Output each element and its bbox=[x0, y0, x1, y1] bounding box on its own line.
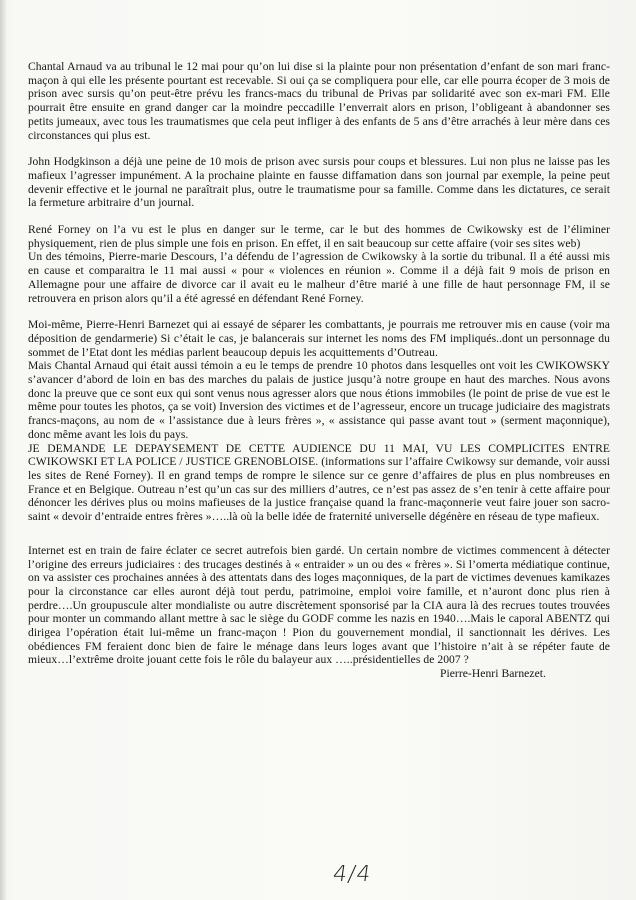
letter-body bbox=[28, 60, 610, 681]
scan-edge-shadow bbox=[0, 0, 6, 900]
paragraph-rene-forney: René Forney on l’a vu est le plus en danger sur le terme, car le but des hommes de Cwikowsky est de l’éliminer physiquement, rien de plus simple une fois en prison. En effet, il en sait beaucoup sur cette affaire (voir ses sites web) bbox=[28, 223, 610, 250]
paragraph-chantal-arnaud: Chantal Arnaud va au tribunal le 12 mai pour qu’on lui dise si la plainte pour non présentation d’enfant de son mari franc-maçon à qui elle les présente pourtant est recevable. Si oui ça se compliquera pour elle, car elle pourra écoper de 3 mois de prison avec sursis qu’on peut-être prévu les francs-macs du tribunal de Privas par solidarité avec son ex-mari FM. Elle pourrait être ensuite en grand danger car la moindre peccadille l’enverrait alors en prison, l’obligeant à abandonner ses petits jumeaux, avec tous les traumatismes que cela peut infliger à des enfants de 5 ans d’être arrachés à leur mère dans ces circonstances qui plus est. bbox=[28, 60, 610, 142]
paragraph-john-hodgkinson: John Hodgkinson a déjà une peine de 10 mois de prison avec sursis pour coups et blessures. Lui non plus ne laisse pas les mafieux l’agresser impunément. A la prochaine plainte en fausse diffamation dans son journal par exemple, la peine peut devenir effective et le journal ne paraîtrait plus, outre le traumatisme pour sa famille. Comme dans les dictatures, ce serait la fermeture arbitraire d’un journal. bbox=[28, 155, 610, 210]
paragraph-internet-secret: Internet est en train de faire éclater ce secret autrefois bien gardé. Un certain nombre de victimes commencent à détecter l’origine des erreurs judiciaires : des trucages destinés à « entraider » un ou des « frères ». Si l’omerta médiatique continue, on va assister ces prochaines années à des attentats dans des loges maçonniques, de la part de victimes devenues kamikazes pour la circonstance car elles auront déjà tout perdu, patrimoine, emploi voire famille, et n’auront donc plus rien à perdre….Un groupuscule alter mondialiste ou autre discrètement sponsorisé par la CIA aura là des recrues toutes trouvées pour monter un commando allant mettre à sac le siège du GODF comme les nazis en 1940….Mais le caporal ABENTZ qui dirigea l’opération était lui-même un franc-maçon ! Pion du gouvernement mondial, il sanctionnait les dérives. Les obédiences FM feraient donc bien de faire le ménage dans leurs loges avant que l’histoire n’ait à se répéter faute de mieux…l’extrême droite jouant cette fois le rôle du balayeur aux …..présidentielles de 2007 ? bbox=[28, 543, 610, 667]
signature: Pierre-Henri Barnezet. bbox=[439, 667, 546, 681]
paragraph-pierre-henri-barnezet: Moi-même, Pierre-Henri Barnezet qui ai essayé de séparer les combattants, je pourrais me retrouver mis en cause (voir ma déposition de gendarmerie) Si c’était le cas, je balancerais sur internet les noms des FM impliqués..dont un personnage du sommet de l’Etat dont les médias parlent beaucoup depuis les acquittements d’Outreau. bbox=[28, 318, 610, 359]
paragraph-pierre-marie-descours: Un des témoins, Pierre-marie Descours, l’a défendu de l’agression de Cwikowsky à la sortie du tribunal. Il a été aussi mis en cause et comparaitra le 11 mai aussi « pour « violences en réunion ». Comme il a déjà fait 9 mois de prison en Allemagne pour une affaire de divorce car il avait eu le malheur d’être marié à une fille de haut personnage FM, il se retrouvera en prison alors qu’il a été agressé en défendant René Forney. bbox=[28, 250, 610, 305]
page-number: 4/4 bbox=[331, 862, 374, 887]
paragraph-photos-evidence: Mais Chantal Arnaud qui était aussi témoin a eu le temps de prendre 10 photos dans lesquelles ont voit les CWIKOWSKY s’avancer d’abord de loin en bas des marches du palais de justice jusqu’à notre groupe en haut des marches. Nous avons donc la preuve que ce sont eux qui sont venus nous agresser alors que nous étions immobiles (le point de prise de vue est le même pour toutes les photos, ça se voit) Inversion des victimes et de l’agresseur, encore un trucage judiciaire des magistrats francs-maçons, au nom de « l’assistance due à leurs frères », « assistance qui passe avant tout » (serment maçonnique), donc même avant les lois du pays. bbox=[28, 359, 610, 441]
paragraph-demand-relocation: JE DEMANDE LE DEPAYSEMENT DE CETTE AUDIENCE DU 11 MAI, VU LES COMPLICITES ENTRE CWIKOWSKI ET LA POLICE / JUSTICE GRENOBLOISE. (informations sur l’affaire Cwikowsy sur demande, voir aussi les sites de René Forney). Il en grand temps de rompre le silence sur ce genre d’affaires de plus en plus nombreuses en France et en Belgique. Outreau n’est qu’un cas sur des milliers d’autres, ce n’est pas assez de s’en tenir à cette affaire pour dénoncer les dérives plus ou moins mafieuses de la justice française quand la franc-maçonnerie veut faire jouer son sacro-saint « devoir d’entraide entres frères »…..là où la belle idée de fraternité universelle dégénère en réseau de type mafieux. bbox=[28, 441, 610, 524]
